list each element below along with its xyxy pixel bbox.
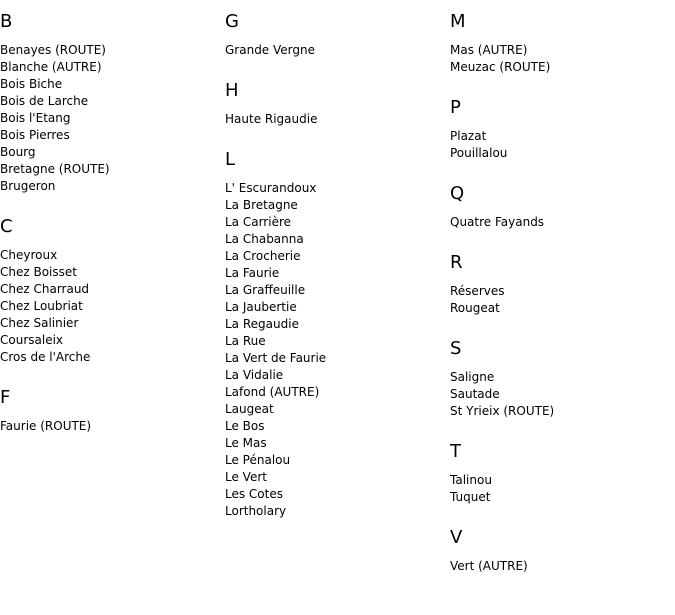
place-list (450, 214, 670, 231)
place-link[interactable]: Laugeat (225, 402, 274, 416)
letter-heading: S (450, 338, 462, 359)
place-link[interactable]: Bois l'Etang (0, 111, 71, 125)
place-link[interactable]: Cheyroux (0, 248, 58, 262)
letter-heading: G (225, 11, 239, 32)
letter-section (0, 8, 220, 195)
place-link[interactable]: La Chabanna (225, 232, 304, 246)
place-link[interactable]: Le Vert (225, 470, 267, 484)
place-link[interactable]: Bois Biche (0, 77, 63, 91)
letter-section (225, 8, 445, 59)
place-link[interactable]: Pouillalou (450, 146, 508, 160)
place-link[interactable]: Le Pénalou (225, 453, 291, 467)
place-link[interactable]: Chez Salinier (0, 316, 79, 330)
place-link[interactable]: Le Mas (225, 436, 267, 450)
place-link[interactable]: La Vert de Faurie (225, 351, 327, 365)
place-list (0, 418, 220, 435)
index-column-2 (225, 8, 445, 538)
place-link[interactable]: Sautade (450, 387, 500, 401)
place-link[interactable]: Saligne (450, 370, 495, 384)
place-link[interactable]: Haute Rigaudie (225, 112, 318, 126)
place-link[interactable]: Chez Loubriat (0, 299, 83, 313)
letter-heading: V (450, 527, 463, 548)
place-link[interactable]: Meuzac (ROUTE) (450, 60, 551, 74)
letter-heading: F (0, 387, 11, 408)
place-link[interactable]: La Crocherie (225, 249, 301, 263)
letter-section (0, 213, 220, 366)
place-link[interactable]: St Yrieix (ROUTE) (450, 404, 555, 418)
place-link[interactable]: Bois Pierres (0, 128, 70, 142)
place-link[interactable]: La Regaudie (225, 317, 299, 331)
place-list (225, 111, 445, 128)
place-link[interactable]: Bretagne (ROUTE) (0, 162, 110, 176)
place-list (450, 369, 670, 420)
letter-heading: L (225, 149, 236, 170)
letter-heading: H (225, 80, 239, 101)
index-column-1 (0, 8, 220, 453)
place-list (450, 42, 670, 76)
place-link[interactable]: La Rue (225, 334, 266, 348)
place-link[interactable]: La Jaubertie (225, 300, 297, 314)
letter-heading: T (450, 441, 461, 462)
letter-heading: C (0, 216, 13, 237)
place-link[interactable]: Rougeat (450, 301, 500, 315)
letter-section (0, 384, 220, 435)
letter-section (225, 77, 445, 128)
letter-section (225, 146, 445, 520)
place-link[interactable]: Chez Charraud (0, 282, 90, 296)
place-link[interactable]: Grande Vergne (225, 43, 315, 57)
place-link[interactable]: Tuquet (450, 490, 491, 504)
place-link[interactable]: Lortholary (225, 504, 287, 518)
place-link[interactable]: Coursaleix (0, 333, 64, 347)
place-link[interactable]: Réserves (450, 284, 505, 298)
letter-section (450, 249, 670, 317)
place-link[interactable]: Les Cotes (225, 487, 283, 501)
place-list (0, 247, 220, 366)
place-link[interactable]: Bourg (0, 145, 36, 159)
letter-heading: M (450, 11, 466, 32)
place-link[interactable]: Chez Boisset (0, 265, 77, 279)
place-link[interactable]: Lafond (AUTRE) (225, 385, 320, 399)
place-list (225, 42, 445, 59)
place-link[interactable]: Plazat (450, 129, 487, 143)
place-link[interactable]: L' Escurandoux (225, 181, 317, 195)
index-column-3 (450, 8, 670, 593)
place-link[interactable]: Blanche (AUTRE) (0, 60, 102, 74)
place-link[interactable]: La Graffeuille (225, 283, 306, 297)
place-link[interactable]: Quatre Fayands (450, 215, 545, 229)
place-link[interactable]: La Vidalie (225, 368, 284, 382)
letter-section (450, 335, 670, 420)
place-link[interactable]: Cros de l'Arche (0, 350, 91, 364)
place-link[interactable]: La Faurie (225, 266, 280, 280)
place-link[interactable]: Vert (AUTRE) (450, 559, 528, 573)
letter-section (450, 438, 670, 506)
letter-section (450, 94, 670, 162)
place-link[interactable]: Mas (AUTRE) (450, 43, 528, 57)
letter-section (450, 180, 670, 231)
place-link[interactable]: Le Bos (225, 419, 265, 433)
place-list (450, 472, 670, 506)
place-link[interactable]: La Bretagne (225, 198, 298, 212)
place-link[interactable]: Faurie (ROUTE) (0, 419, 92, 433)
place-list (225, 180, 445, 520)
place-list (450, 283, 670, 317)
place-link[interactable]: Brugeron (0, 179, 56, 193)
letter-heading: B (0, 11, 13, 32)
place-link[interactable]: La Carrière (225, 215, 292, 229)
place-list (450, 558, 670, 575)
place-list (450, 128, 670, 162)
place-list (0, 42, 220, 195)
letter-heading: R (450, 252, 463, 273)
letter-heading: P (450, 97, 461, 118)
letter-section (450, 524, 670, 575)
place-link[interactable]: Benayes (ROUTE) (0, 43, 106, 57)
letter-heading: Q (450, 183, 465, 204)
letter-section (450, 8, 670, 76)
place-link[interactable]: Talinou (450, 473, 492, 487)
place-link[interactable]: Bois de Larche (0, 94, 89, 108)
